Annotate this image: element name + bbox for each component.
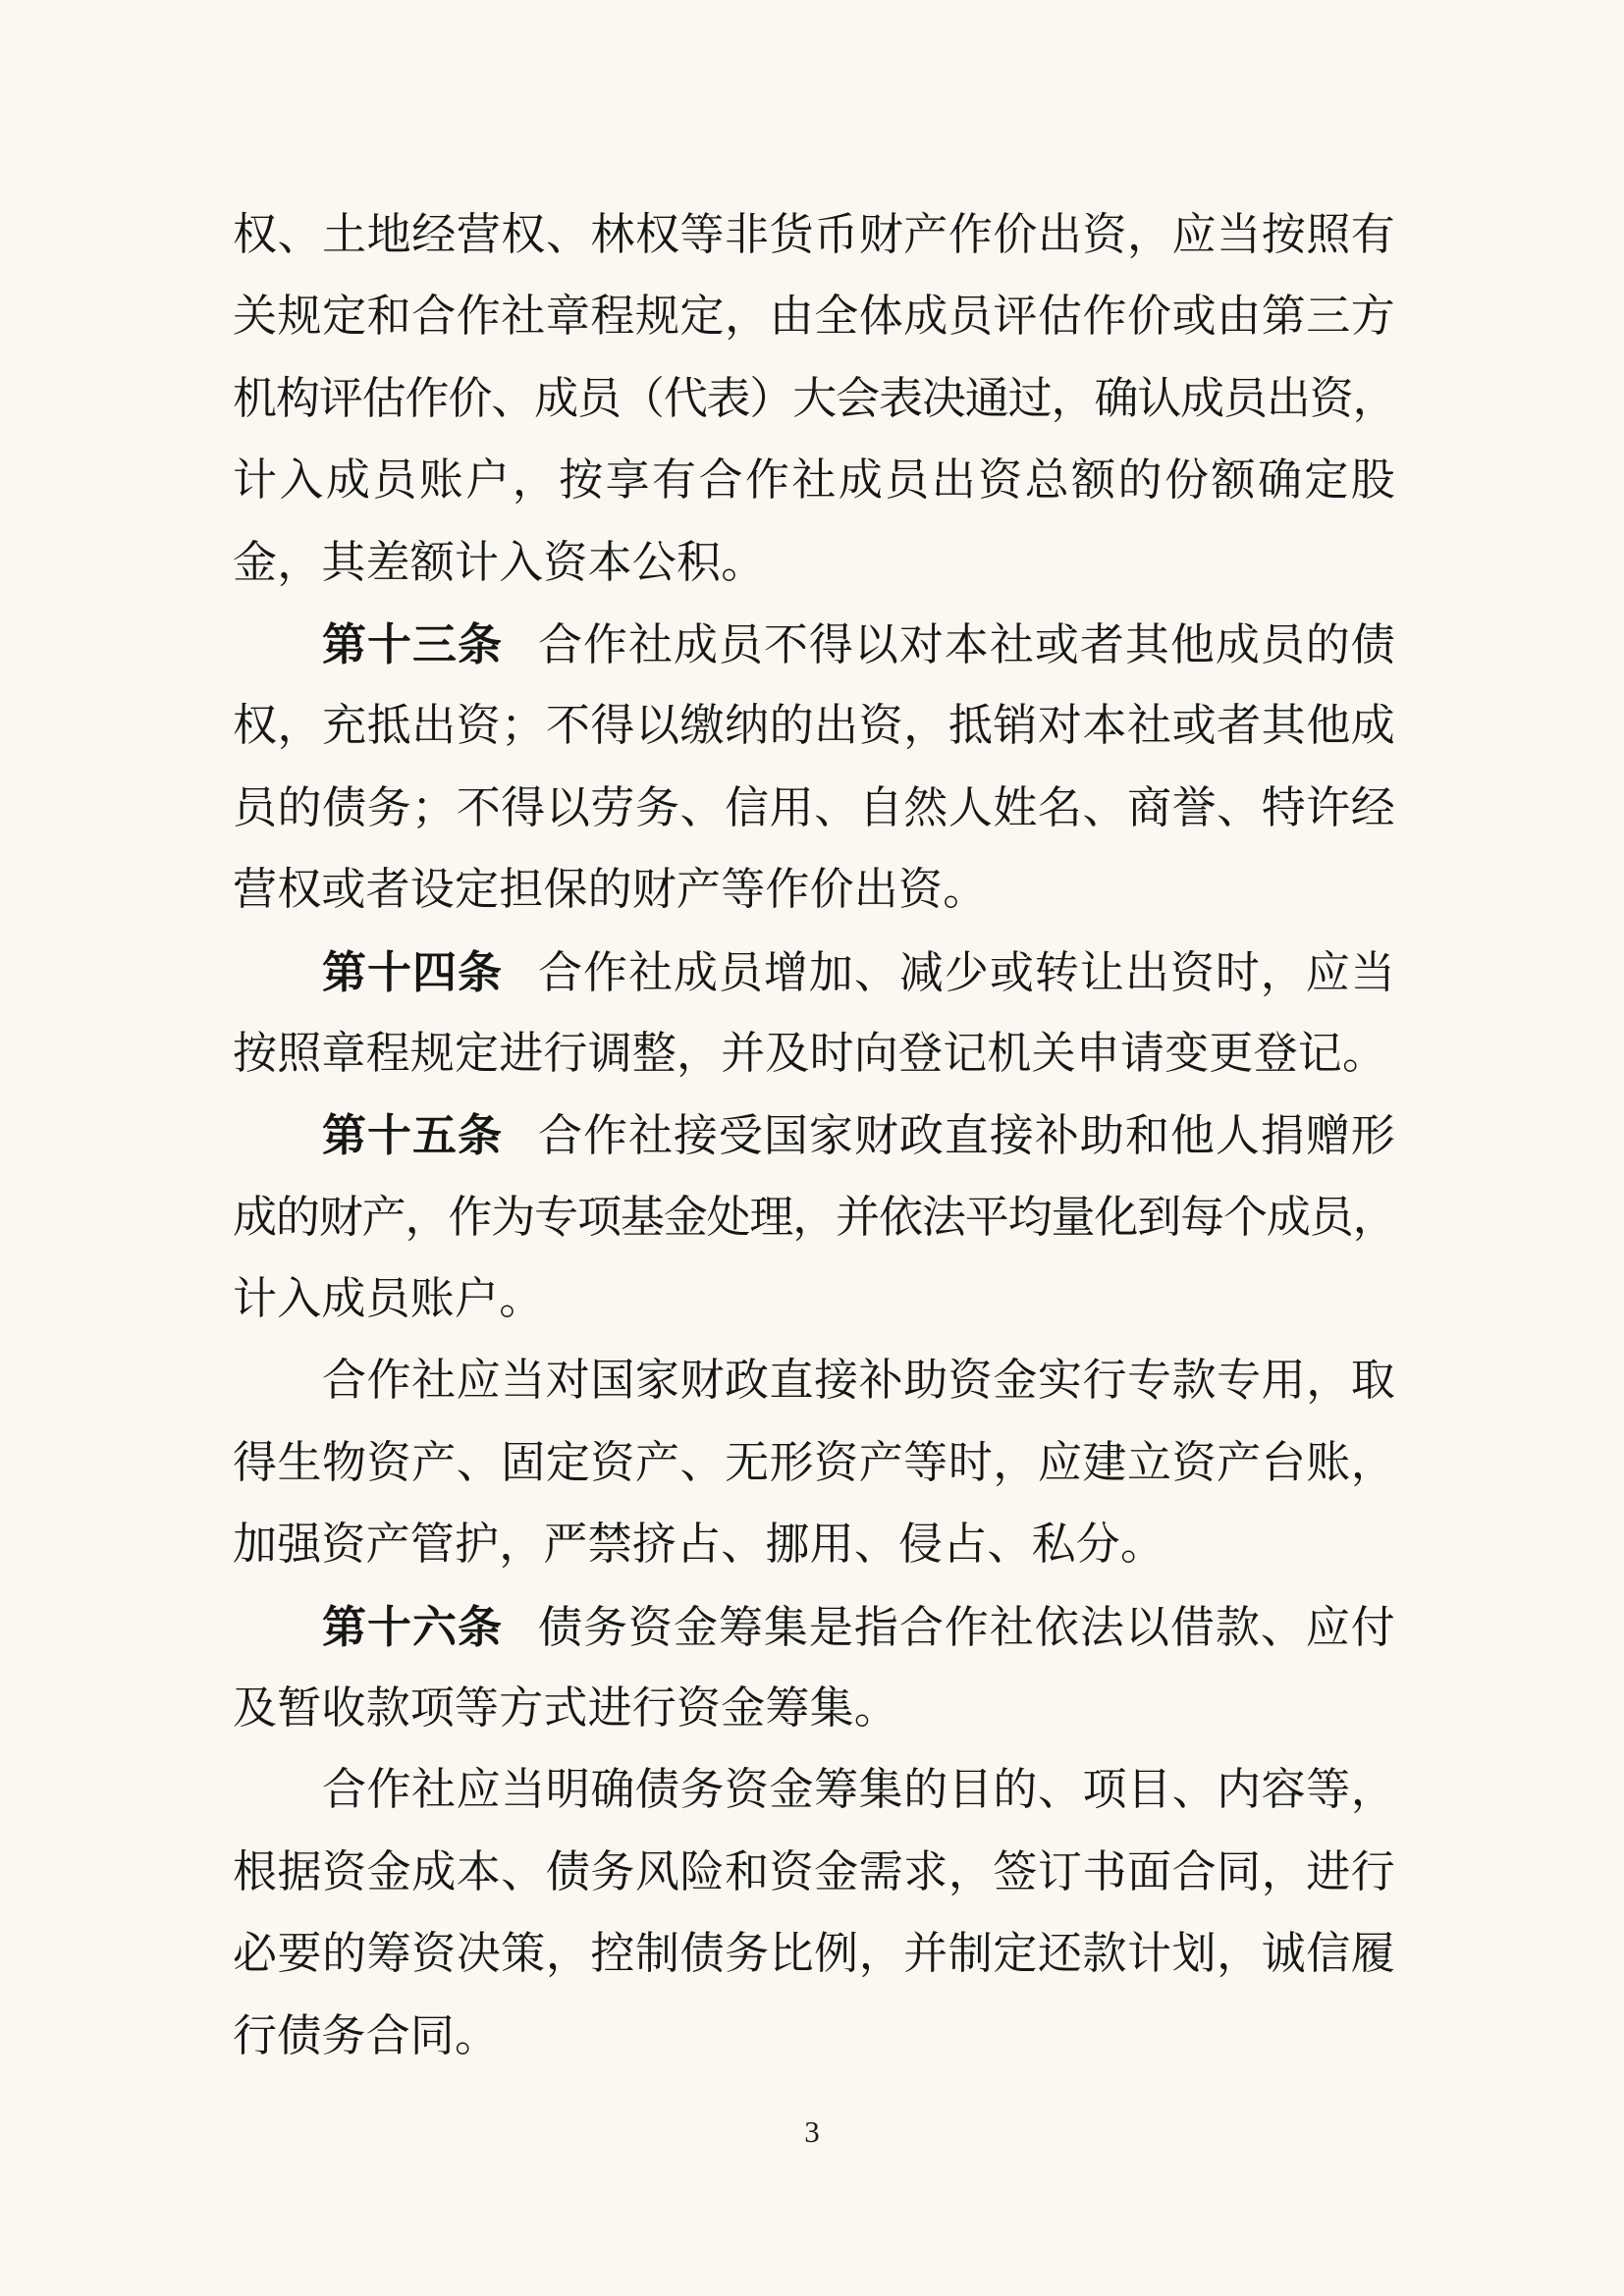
line-text: 根据资金成本、债务风险和资金需求，签订书面合同，进行: [233, 1846, 1395, 1896]
text-line: [233, 849, 1395, 931]
text-line: [233, 194, 1395, 276]
text-line: [233, 1258, 1395, 1340]
line-text: 债务资金筹集是指合作社依法以借款、应付: [537, 1602, 1395, 1652]
article-number-heading: 第十六条: [322, 1601, 503, 1652]
text-line-article-start: [233, 932, 1395, 1013]
line-text: 营权或者设定担保的财产等作价出资。: [233, 865, 988, 915]
line-text: 加强资产管护，严禁挤占、挪用、侵占、私分。: [233, 1520, 1165, 1570]
text-line: [233, 440, 1395, 521]
text-line: [233, 522, 1395, 604]
text-line-article-start: [233, 1095, 1395, 1176]
line-text: 得生物资产、固定资产、无形资产等时，应建立资产台账，: [233, 1437, 1395, 1487]
line-text: 机构评估作价、成员（代表）大会表决通过，确认成员出资，: [233, 373, 1395, 423]
line-text: 行债务合同。: [233, 2010, 500, 2060]
line-text: 合作社成员增加、减少或转让出资时，应当: [537, 947, 1395, 997]
line-text: 按照章程规定进行调整，并及时向登记机关申请变更登记。: [233, 1028, 1387, 1078]
text-line: [233, 1013, 1395, 1095]
line-text: 合作社应当对国家财政直接补助资金实行专款专用，取: [322, 1356, 1395, 1406]
text-line-paragraph-start: [233, 1749, 1395, 1831]
text-line: [233, 768, 1395, 849]
line-text: 关规定和合作社章程规定，由全体成员评估作价或由第三方: [233, 292, 1395, 342]
text-line: [233, 1177, 1395, 1258]
text-line: [233, 1832, 1395, 1913]
line-text: 权、土地经营权、林权等非货币财产作价出资，应当按照有: [233, 210, 1395, 259]
article-number-heading: 第十三条: [322, 618, 503, 669]
line-text: 计入成员账户，按享有合作社成员出资总额的份额确定股: [233, 455, 1395, 506]
document-body: [233, 194, 1395, 2077]
text-line: [233, 1668, 1395, 1749]
line-text: 成的财产，作为专项基金处理，并依法平均量化到每个成员，: [233, 1192, 1395, 1242]
line-text: 必要的筹资决策，控制债务比例，并制定还款计划，诚信履: [233, 1929, 1395, 1979]
line-text: 合作社应当明确债务资金筹集的目的、项目、内容等，: [322, 1765, 1395, 1815]
article-number-heading: 第十五条: [322, 1110, 503, 1161]
line-text: 权，充抵出资；不得以缴纳的出资，抵销对本社或者其他成: [233, 701, 1395, 751]
line-text: 合作社成员不得以对本社或者其他成员的债: [537, 619, 1395, 669]
line-text: 及暂收款项等方式进行资金筹集。: [233, 1683, 899, 1734]
text-line-paragraph-start: [233, 1340, 1395, 1421]
line-text: 计入成员账户。: [233, 1274, 544, 1324]
text-line: [233, 1996, 1395, 2077]
text-line-article-start: [233, 604, 1395, 685]
page-number: 3: [804, 2114, 820, 2149]
text-line: [233, 1913, 1395, 1995]
text-line: [233, 1422, 1395, 1504]
text-line-article-start: [233, 1586, 1395, 1668]
text-line: [233, 685, 1395, 767]
text-line: [233, 358, 1395, 440]
article-number-heading: 第十四条: [322, 946, 503, 997]
line-text: 金，其差额计入资本公积。: [233, 537, 766, 587]
text-line: [233, 1504, 1395, 1585]
line-text: 员的债务；不得以劳务、信用、自然人姓名、商誉、特许经: [233, 782, 1395, 832]
line-text: 合作社接受国家财政直接补助和他人捐赠形: [537, 1111, 1395, 1161]
text-line: [233, 276, 1395, 357]
